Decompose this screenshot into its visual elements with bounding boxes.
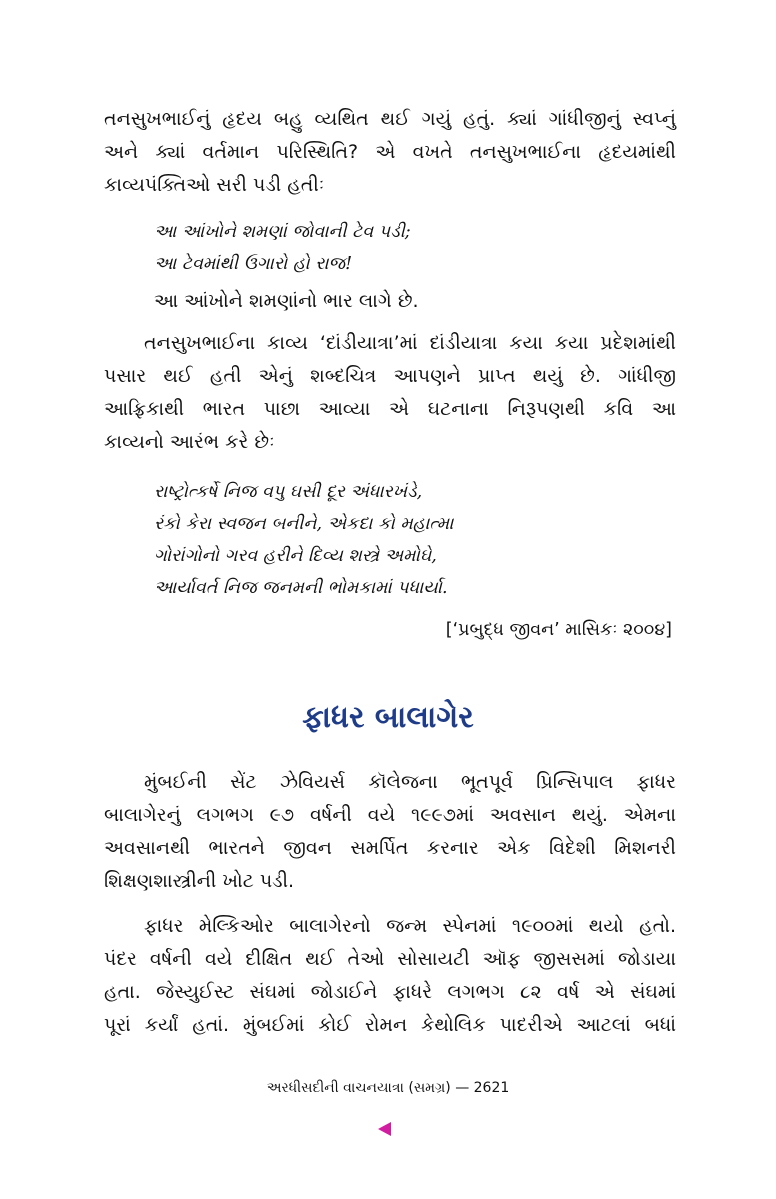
left-triangle-icon[interactable] xyxy=(378,1122,391,1136)
paragraph-line: મુંબઈની સેંટ ઝેવિયર્સ કૉલેજના ભૂતપૂર્વ પ્રિન્સિપાલ ફાધર xyxy=(144,771,676,793)
verse-line: રંકો કેરા સ્વજન બનીને, એકદા કો મહાત્મા xyxy=(154,514,454,534)
paragraph-line: તનસુખભાઈના કાવ્ય ‘દાંડીયાત્રા’માં દાંડીયાત્રા કયા કયા પ્રદેશમાંથી xyxy=(144,332,676,354)
paragraph-line: અને ક્યાં વર્તમાન પરિસ્થિતિ? એ વખતે તનસુખભાઈના હૃદયમાંથી xyxy=(104,141,676,163)
melchior-paragraph xyxy=(104,910,676,1042)
paragraph-line: પંદર વર્ષની વયે દીક્ષિત થઈ તેઓ સોસાયટી ઑફ જીસસમાં જોડાયા xyxy=(104,948,676,970)
paragraph-line: પૂરાં કર્યાં હતાં. મુંબઈમાં કોઈ રોમન કેથોલિક પાદરીએ આટલાં બધાં xyxy=(104,1014,676,1036)
paragraph-line: તનસુખભાઈનું હૃદય બહુ વ્યથિત થઈ ગયું હતું. ક્યાં ગાંધીજીનું સ્વપ્નું xyxy=(104,108,676,130)
verse-line: આ ટેવમાંથી ઉગારો હો રાજ! xyxy=(154,254,353,274)
paragraph-line: કાવ્યપંક્તિઓ સરી પડી હતીઃ xyxy=(104,174,325,196)
footer-separator: — xyxy=(455,1080,470,1096)
verse-one xyxy=(154,216,411,280)
verse-line: આ આંખોને શમણાં જોવાની ટેવ પડી; xyxy=(154,222,411,242)
paragraph-line: પસાર થઈ હતી એનું શબ્દચિત્ર આપણને પ્રાપ્ત થયું છે. ગાંધીજી xyxy=(104,365,676,387)
dandi-paragraph xyxy=(104,327,676,459)
verse-line: ગોરાંગોનો ગરવ હરીને દિવ્ય શસ્ત્રે અમોઘે, xyxy=(154,546,437,566)
verse-line: આર્યાવર્ત નિજ જનમની ભોમકામાં પધાર્યા. xyxy=(154,578,448,598)
paragraph-line: આફ્રિકાથી ભારત પાછા આવ્યા એ ઘટનાના નિરૂપણથી કવિ આ xyxy=(104,398,676,420)
paragraph-line: શિક્ષણશાસ્ત્રીની ખોટ પડી. xyxy=(104,870,295,892)
footer-book-title: અરધીસદીની વાચનયાત્રા (સમગ્ર) xyxy=(266,1080,451,1096)
section-heading: ફાધર બાલાગેર xyxy=(302,700,474,735)
paragraph-line: કાવ્યનો આરંભ કરે છેઃ xyxy=(104,431,275,453)
paragraph-line: બાલાગેરનું લગભગ ૯૭ વર્ષની વયે ૧૯૯૭માં અવસાન થયું. એમના xyxy=(104,804,676,826)
verse-line: રાષ્ટ્રોત્કર્ષે નિજ વપુ ઘસી દૂર અંધારખંડે, xyxy=(154,482,423,502)
paragraph-line: અવસાનથી ભારતને જીવન સમર્પિત કરનાર એક વિદેશી મિશનરી xyxy=(104,837,676,859)
intro-paragraph xyxy=(104,103,676,202)
mumbai-paragraph xyxy=(104,766,676,898)
verse-one-tail: આ આંખોને શમણાંનો ભાર લાગે છે. xyxy=(154,290,419,312)
paragraph-line: હતા. જેસ્યુઈસ્ટ સંઘમાં જોડાઈને ફાધરે લગભગ ૮૨ વર્ષ એ સંઘમાં xyxy=(104,981,676,1003)
page-footer xyxy=(0,1080,776,1096)
footer-page-number: 2621 xyxy=(473,1080,510,1096)
citation: [‘પ્રબુદ્ધ જીવન’ માસિકઃ ૨૦૦૪] xyxy=(445,620,672,640)
paragraph-line: ફાધર મેલ્કિઓર બાલાગેરનો જન્મ સ્પેનમાં ૧૯૦૦માં થયો હતો. xyxy=(144,915,676,937)
verse-two xyxy=(154,476,453,604)
